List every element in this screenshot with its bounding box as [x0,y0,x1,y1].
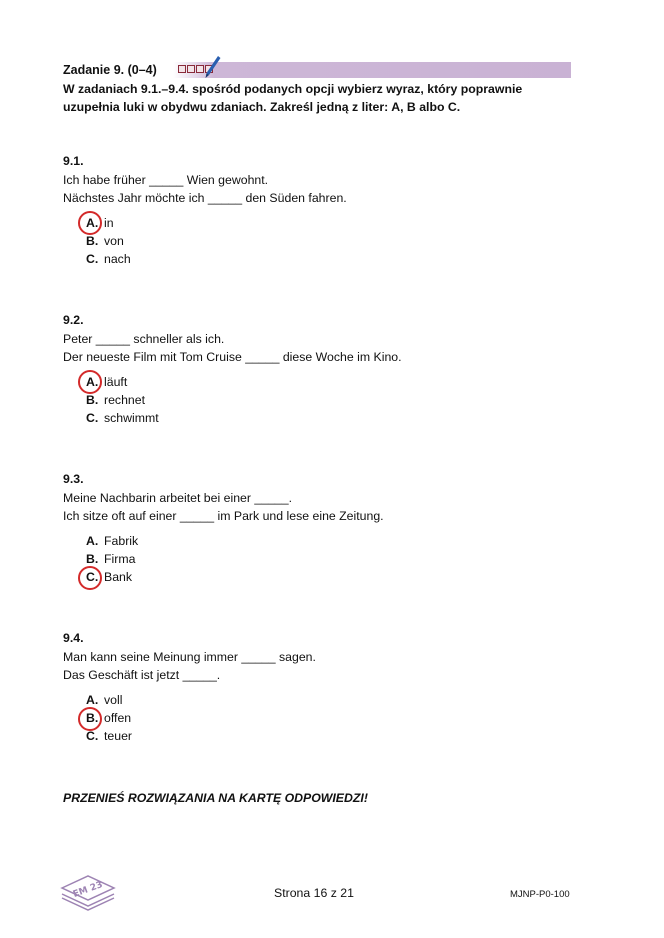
answer-circle [78,370,102,394]
logo-text: EM 23 [71,880,105,900]
question-sentence: Meine Nachbarin arbeitet bei einer _____. [63,491,293,505]
option-a[interactable]: A. voll [86,693,123,707]
answer-circle [78,566,102,590]
answer-circle [78,211,102,235]
option-a[interactable]: A. läuft [86,375,128,389]
question-sentence: Der neueste Film mit Tom Cruise _____ diese Woche im Kino. [63,350,402,364]
pen-icon [204,55,222,79]
transfer-note: PRZENIEŚ ROZWIĄZANIA NA KARTĘ ODPOWIEDZI! [63,791,368,805]
option-a[interactable]: A. in [86,216,114,230]
question-sentence: Nächstes Jahr möchte ich _____ den Süden fahren. [63,191,347,205]
option-c[interactable]: C. teuer [86,729,133,743]
option-a[interactable]: A. Fabrik [86,534,139,548]
option-c[interactable]: C. nach [86,252,131,266]
score-box [178,65,186,73]
question-sentence: Peter _____ schneller als ich. [63,332,225,346]
task-title: Zadanie 9. (0–4) [63,63,157,77]
question-number: 9.3. [63,472,84,486]
score-box [196,65,204,73]
task-instruction: W zadaniach 9.1.–9.4. spośród podanych opcji wybierz wyraz, który poprawnie uzupełnia luki w obydwu zdaniach. Zakreśl jedną z liter: A, B albo C. [63,82,523,114]
exam-code: MJNP-P0-100 [510,889,570,900]
exam-logo-icon [58,868,118,912]
question-sentence: Ich sitze oft auf einer _____ im Park und lese eine Zeitung. [63,509,384,523]
question-sentence: Ich habe früher _____ Wien gewohnt. [63,173,269,187]
page-number: Strona 16 z 21 [274,886,354,900]
option-c[interactable]: C. Bank [86,570,133,584]
option-b[interactable]: B. offen [86,711,132,725]
score-box [187,65,195,73]
question-sentence: Man kann seine Meinung immer _____ sagen. [63,650,316,664]
question-number: 9.1. [63,154,84,168]
option-c[interactable]: C. schwimmt [86,411,159,425]
question-number: 9.2. [63,313,84,327]
option-b[interactable]: B. von [86,234,124,248]
question-number: 9.4. [63,631,84,645]
question-sentence: Das Geschäft ist jetzt _____. [63,668,221,682]
answer-circle [78,707,102,731]
option-b[interactable]: B. rechnet [86,393,146,407]
option-b[interactable]: B. Firma [86,552,136,566]
